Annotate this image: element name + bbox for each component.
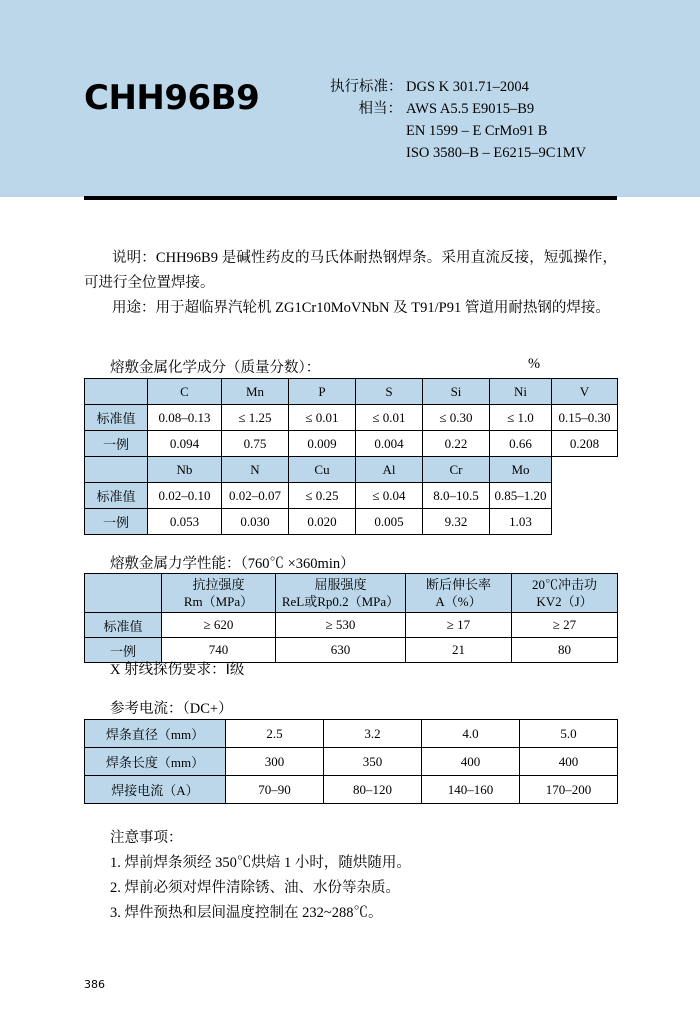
cell-header: Ni bbox=[490, 379, 552, 405]
table-cell: ≤ 0.01 bbox=[289, 405, 356, 431]
cell-row-label: 标准值 bbox=[85, 483, 148, 509]
chemical-composition-caption: 熔敷金属化学成分（质量分数）： bbox=[110, 360, 321, 376]
table-cell: 80–120 bbox=[324, 776, 422, 804]
standard-label bbox=[330, 142, 406, 164]
table-cell: ≤ 0.25 bbox=[289, 483, 356, 509]
header-line-2: Rm（MPa） bbox=[183, 594, 254, 609]
table-row bbox=[85, 483, 618, 509]
table-cell: 0.66 bbox=[490, 431, 552, 457]
table-row bbox=[85, 613, 618, 638]
table-row bbox=[85, 748, 618, 776]
cell-header: Mn bbox=[222, 379, 289, 405]
table-cell: 70–90 bbox=[226, 776, 324, 804]
cell-header: Mo bbox=[490, 457, 552, 483]
table-row bbox=[85, 457, 618, 483]
cell-corner bbox=[85, 379, 148, 405]
xray-requirement: X 射线探伤要求：Ⅰ级 bbox=[110, 662, 245, 678]
cell-corner bbox=[85, 574, 162, 613]
table-cell: 300 bbox=[226, 748, 324, 776]
header-band bbox=[0, 0, 700, 197]
table-cell: 8.0–10.5 bbox=[423, 483, 490, 509]
cell-header: C bbox=[148, 379, 222, 405]
notes-caption: 注意事项： bbox=[110, 830, 183, 846]
table-cell: ≥ 27 bbox=[512, 613, 618, 638]
standard-value: ISO 3580–B – E6215–9C1MV bbox=[406, 145, 587, 161]
table-cell: 0.053 bbox=[148, 509, 222, 535]
standard-row bbox=[330, 142, 586, 164]
cell-row-label: 标准值 bbox=[85, 613, 162, 638]
reference-current-caption: 参考电流：（DC+） bbox=[110, 701, 233, 717]
table-row bbox=[85, 379, 618, 405]
table-row bbox=[85, 776, 618, 804]
cell-header: Al bbox=[356, 457, 423, 483]
cell-header: N bbox=[222, 457, 289, 483]
cell-corner bbox=[85, 457, 148, 483]
standard-row bbox=[330, 76, 586, 98]
note-item: 2. 焊前必须对焊件清除锈、油、水份等杂质。 bbox=[110, 880, 400, 896]
cell-header bbox=[162, 574, 276, 613]
standards-block bbox=[330, 76, 586, 164]
cell-header: Cr bbox=[423, 457, 490, 483]
header-inner bbox=[0, 0, 700, 197]
cell-header: P bbox=[289, 379, 356, 405]
cell-row-label: 一例 bbox=[85, 509, 148, 535]
table-cell: 0.030 bbox=[222, 509, 289, 535]
cell-header: Nb bbox=[148, 457, 222, 483]
table-cell: ≤ 0.04 bbox=[356, 483, 423, 509]
table-cell: 2.5 bbox=[226, 720, 324, 748]
chemical-composition-unit: % bbox=[528, 356, 541, 372]
table-cell: 0.15–0.30 bbox=[552, 405, 618, 431]
cell-row-label: 焊条长度（mm） bbox=[85, 748, 226, 776]
header-line-2: ReL或Rp0.2（MPa） bbox=[281, 594, 400, 609]
header-line-2: KV2（J） bbox=[536, 594, 593, 609]
header-line-1: 断后伸长率 bbox=[425, 577, 491, 592]
table-cell: 740 bbox=[162, 638, 276, 663]
table-cell: 21 bbox=[406, 638, 512, 663]
table-cell: 0.005 bbox=[356, 509, 423, 535]
standard-value: DGS K 301.71–2004 bbox=[406, 79, 529, 95]
chemical-composition-table bbox=[84, 378, 618, 535]
header-line-1: 20℃冲击功 bbox=[531, 577, 597, 592]
cell-header: V bbox=[552, 379, 618, 405]
table-cell: ≤ 0.30 bbox=[423, 405, 490, 431]
header-line-1: 抗拉强度 bbox=[192, 577, 245, 592]
table-row bbox=[85, 431, 618, 457]
table-cell: 0.75 bbox=[222, 431, 289, 457]
note-item: 3. 焊件预热和层间温度控制在 232~288℃。 bbox=[110, 905, 383, 921]
table-cell: 1.03 bbox=[490, 509, 552, 535]
table-cell: ≤ 0.01 bbox=[356, 405, 423, 431]
table-cell: 0.208 bbox=[552, 431, 618, 457]
cell-row-label: 焊接电流（A） bbox=[85, 776, 226, 804]
cell-empty bbox=[552, 483, 618, 509]
table-cell: ≥ 620 bbox=[162, 613, 276, 638]
table-cell: 0.08–0.13 bbox=[148, 405, 222, 431]
mechanical-properties-table bbox=[84, 573, 618, 663]
cell-row-label: 焊条直径（mm） bbox=[85, 720, 226, 748]
table-cell: 80 bbox=[512, 638, 618, 663]
cell-empty bbox=[552, 457, 618, 483]
reference-current-table bbox=[84, 719, 618, 804]
table-cell: 630 bbox=[276, 638, 406, 663]
table-cell: 5.0 bbox=[520, 720, 618, 748]
table-cell: 0.22 bbox=[423, 431, 490, 457]
cell-header bbox=[512, 574, 618, 613]
table-row bbox=[85, 405, 618, 431]
table-cell: ≥ 17 bbox=[406, 613, 512, 638]
standard-row bbox=[330, 98, 586, 120]
usage-paragraph: 用途：用于超临界汽轮机 ZG1Cr10MoVNbN 及 T91/P91 管道用耐热钢的焊接。 bbox=[112, 300, 610, 316]
standard-row bbox=[330, 120, 586, 142]
cell-header: S bbox=[356, 379, 423, 405]
table-cell: ≤ 1.0 bbox=[490, 405, 552, 431]
table-cell: 140–160 bbox=[422, 776, 520, 804]
standard-label: 相当： bbox=[358, 101, 402, 117]
table-cell: 0.094 bbox=[148, 431, 222, 457]
cell-row-label: 标准值 bbox=[85, 405, 148, 431]
table-row bbox=[85, 720, 618, 748]
cell-header bbox=[276, 574, 406, 613]
table-cell: 0.02–0.10 bbox=[148, 483, 222, 509]
table-cell: 0.009 bbox=[289, 431, 356, 457]
header-divider bbox=[84, 196, 617, 200]
standard-label: 执行标准： bbox=[330, 79, 403, 95]
description-paragraph: 说明：CHH96B9 是碱性药皮的马氏体耐热钢焊条。采用直流反接，短弧操作，可进行全位置焊接。 bbox=[84, 250, 617, 291]
cell-row-label: 一例 bbox=[85, 638, 162, 663]
header-line-2: A（%） bbox=[435, 594, 482, 609]
table-cell: ≤ 1.25 bbox=[222, 405, 289, 431]
table-cell: 400 bbox=[422, 748, 520, 776]
table-cell: 4.0 bbox=[422, 720, 520, 748]
cell-header: Si bbox=[423, 379, 490, 405]
table-cell: 0.020 bbox=[289, 509, 356, 535]
table-cell: 9.32 bbox=[423, 509, 490, 535]
cell-empty bbox=[552, 509, 618, 535]
header-line-1: 屈服强度 bbox=[314, 577, 367, 592]
table-cell: ≥ 530 bbox=[276, 613, 406, 638]
table-row bbox=[85, 509, 618, 535]
table-cell: 170–200 bbox=[520, 776, 618, 804]
page-number: 386 bbox=[84, 978, 105, 991]
table-cell: 0.004 bbox=[356, 431, 423, 457]
table-row bbox=[85, 574, 618, 613]
table-cell: 400 bbox=[520, 748, 618, 776]
standard-value: EN 1599 – E CrMo91 B bbox=[406, 123, 548, 139]
table-cell: 0.85–1.20 bbox=[490, 483, 552, 509]
cell-header: Cu bbox=[289, 457, 356, 483]
table-cell: 350 bbox=[324, 748, 422, 776]
table-cell: 0.02–0.07 bbox=[222, 483, 289, 509]
standard-label bbox=[330, 120, 406, 142]
table-cell: 3.2 bbox=[324, 720, 422, 748]
cell-header bbox=[406, 574, 512, 613]
cell-row-label: 一例 bbox=[85, 431, 148, 457]
note-item: 1. 焊前焊条须经 350℃烘焙 1 小时，随烘随用。 bbox=[110, 855, 411, 871]
mechanical-properties-caption: 熔敷金属力学性能：（760℃ ×360min） bbox=[110, 556, 355, 572]
product-title: CHH96B9 bbox=[84, 78, 260, 118]
standard-value: AWS A5.5 E9015–B9 bbox=[406, 101, 535, 117]
